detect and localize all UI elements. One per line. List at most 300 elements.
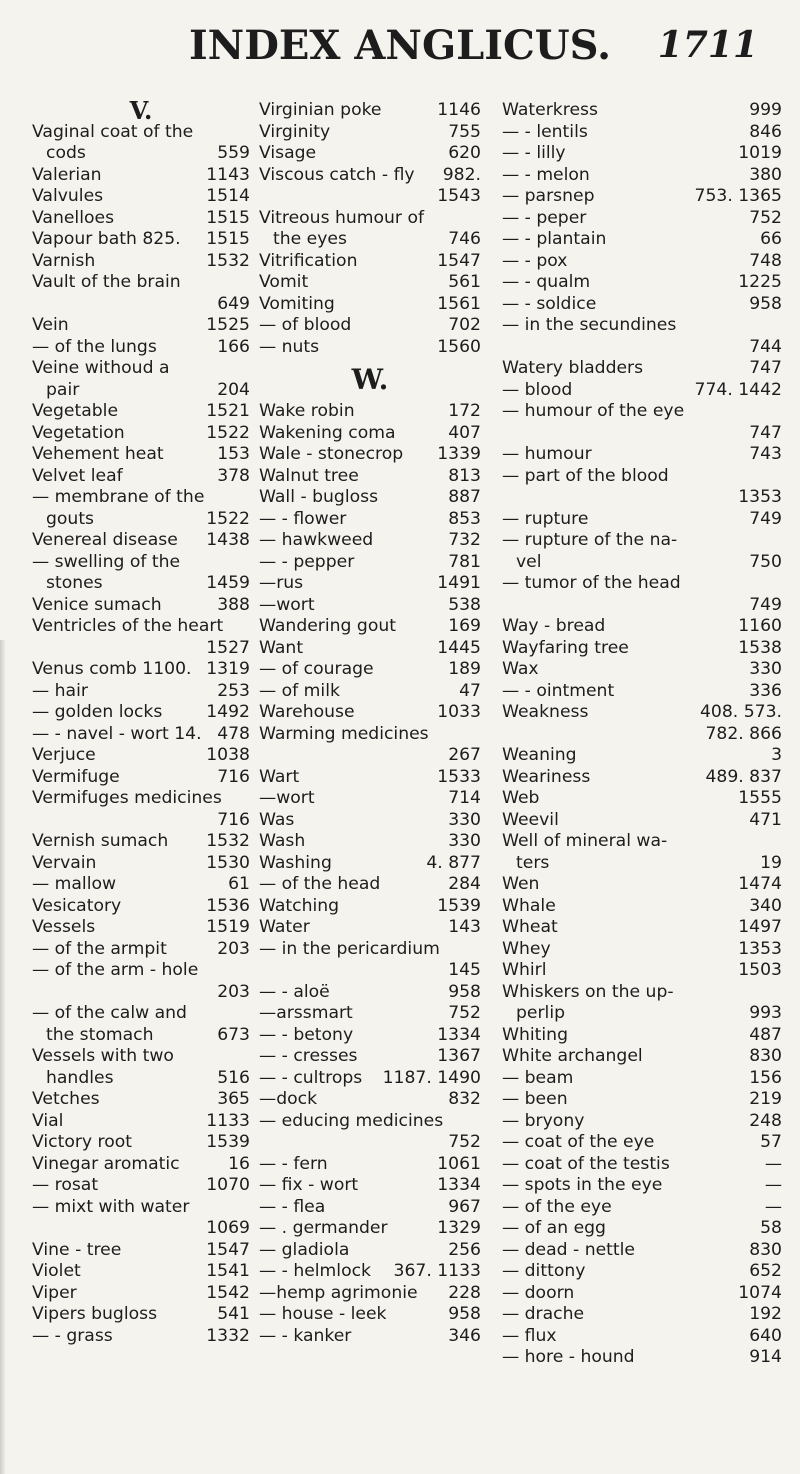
index-entry bbox=[32, 165, 250, 187]
index-entry bbox=[32, 122, 250, 144]
entry-term: Wash bbox=[259, 831, 306, 851]
index-entry bbox=[32, 1046, 250, 1068]
entry-term: — tumor of the head bbox=[502, 573, 681, 593]
index-entry bbox=[32, 487, 250, 509]
entry-page-ref: 66 bbox=[760, 229, 782, 249]
entry-term: cods bbox=[46, 143, 86, 163]
entry-page-ref: — bbox=[764, 1175, 782, 1195]
index-entry bbox=[259, 1046, 481, 1068]
index-entry bbox=[32, 960, 250, 982]
entry-term: — of blood bbox=[259, 315, 352, 335]
entry-page-ref: 1515 bbox=[206, 207, 250, 228]
index-entry bbox=[502, 1283, 782, 1305]
entry-term: Vein bbox=[32, 315, 69, 335]
entry-term: — fix - wort bbox=[259, 1175, 359, 1195]
index-entry bbox=[502, 939, 782, 961]
entry-term: — - flower bbox=[259, 508, 347, 529]
entry-page-ref: 1503 bbox=[738, 960, 782, 980]
entry-page-ref: 750 bbox=[749, 551, 782, 572]
entry-page-ref: 1133 bbox=[206, 1110, 250, 1131]
index-entry bbox=[259, 100, 481, 122]
entry-term: Veine withoud a bbox=[32, 358, 170, 378]
entry-term: Walnut tree bbox=[259, 465, 359, 486]
index-entry bbox=[259, 272, 481, 294]
index-entry bbox=[32, 616, 250, 638]
entry-page-ref: 4. 877 bbox=[426, 852, 481, 873]
entry-page-ref: 1533 bbox=[437, 766, 481, 787]
index-entry bbox=[32, 939, 250, 961]
entry-term: Vaginal coat of the bbox=[32, 121, 194, 142]
entry-term: — rupture bbox=[502, 508, 589, 529]
index-entry bbox=[32, 595, 250, 617]
entry-term: Way - bread bbox=[502, 616, 606, 636]
entry-page-ref: 748 bbox=[749, 250, 782, 271]
entry-term: — mixt with water bbox=[32, 1196, 190, 1217]
entry-page-ref: 253 bbox=[217, 680, 250, 701]
entry-page-ref: 752 bbox=[448, 1003, 481, 1023]
index-entry bbox=[502, 1089, 782, 1111]
index-entry bbox=[502, 1175, 782, 1197]
entry-term: — doorn bbox=[502, 1282, 575, 1303]
index-entry-continuation bbox=[502, 487, 782, 509]
entry-term: — of an egg bbox=[502, 1218, 606, 1238]
entry-page-ref: 830 bbox=[749, 1239, 782, 1260]
entry-term: Valerian bbox=[32, 164, 102, 185]
index-entry bbox=[259, 1003, 481, 1025]
entry-page-ref: 19 bbox=[760, 852, 782, 873]
index-entry bbox=[32, 358, 250, 380]
index-entry bbox=[259, 982, 481, 1004]
entry-term: Want bbox=[259, 637, 304, 658]
entry-page-ref: 993 bbox=[749, 1003, 782, 1023]
entry-term: — beam bbox=[502, 1067, 574, 1088]
entry-term: — - pepper bbox=[259, 551, 355, 572]
entry-page-ref: 204 bbox=[217, 379, 250, 400]
entry-term: — of milk bbox=[259, 680, 340, 701]
entry-term: Vermifuges medicines bbox=[32, 788, 222, 808]
entry-term: — - navel - wort 14. bbox=[32, 723, 202, 744]
entry-term: — flux bbox=[502, 1325, 557, 1346]
entry-term: — - grass bbox=[32, 1325, 113, 1346]
entry-term: — blood bbox=[502, 379, 573, 400]
index-entry bbox=[259, 681, 481, 703]
index-entry bbox=[502, 1347, 782, 1369]
entry-page-ref: 1532 bbox=[206, 250, 250, 271]
entry-term: — - pox bbox=[502, 250, 568, 271]
entry-term: Was bbox=[259, 809, 295, 830]
entry-term: Weevil bbox=[502, 809, 559, 830]
entry-page-ref: 1339 bbox=[437, 444, 481, 464]
index-entry bbox=[502, 638, 782, 660]
entry-term: Wake robin bbox=[259, 401, 355, 421]
index-entry bbox=[259, 315, 481, 337]
entry-page-ref: 649 bbox=[217, 293, 250, 314]
index-entry bbox=[259, 1025, 481, 1047]
entry-page-ref: 982. bbox=[442, 164, 481, 185]
index-entry bbox=[32, 767, 250, 789]
index-entry bbox=[32, 530, 250, 552]
entry-page-ref: 1547 bbox=[206, 1239, 250, 1260]
entry-page-ref: 192 bbox=[749, 1304, 782, 1324]
index-entry-continuation bbox=[259, 186, 481, 208]
index-entry bbox=[502, 1326, 782, 1348]
entry-page-ref: 1536 bbox=[206, 895, 250, 916]
index-entry bbox=[259, 595, 481, 617]
running-head-title: INDEX ANGLICUS. bbox=[188, 22, 612, 69]
entry-page-ref: 716 bbox=[217, 809, 250, 830]
entry-term: — of the arm - hole bbox=[32, 960, 199, 980]
entry-term: — - qualm bbox=[502, 272, 591, 292]
entry-page-ref: 774. 1442 bbox=[694, 379, 782, 400]
entry-page-ref: 1367 bbox=[437, 1046, 481, 1066]
entry-term: Virginity bbox=[259, 121, 331, 142]
entry-page-ref: 967 bbox=[448, 1196, 481, 1217]
index-entry bbox=[502, 122, 782, 144]
index-entry bbox=[502, 444, 782, 466]
entry-term: — - aloë bbox=[259, 981, 330, 1002]
index-entry-continuation bbox=[259, 745, 481, 767]
index-entry bbox=[32, 1283, 250, 1305]
entry-term: Virginian poke bbox=[259, 100, 382, 120]
entry-page-ref: 1474 bbox=[738, 874, 782, 894]
entry-page-ref: 744 bbox=[749, 336, 782, 357]
entry-term: — humour bbox=[502, 444, 592, 464]
entry-page-ref: 489. 837 bbox=[705, 766, 782, 787]
index-entry bbox=[502, 831, 782, 853]
index-entry bbox=[502, 294, 782, 316]
entry-term: — spots in the eye bbox=[502, 1175, 663, 1195]
index-entry bbox=[502, 1218, 782, 1240]
page-edge-shadow bbox=[0, 640, 6, 1474]
entry-term: Vetches bbox=[32, 1089, 100, 1109]
entry-page-ref: 1542 bbox=[206, 1282, 250, 1303]
entry-page-ref: 1319 bbox=[206, 659, 250, 679]
entry-page-ref: 1187. 1490 bbox=[382, 1067, 481, 1088]
entry-page-ref: 541 bbox=[217, 1304, 250, 1324]
index-column-1 bbox=[32, 96, 250, 1347]
index-entry bbox=[32, 444, 250, 466]
entry-page-ref: 219 bbox=[749, 1089, 782, 1109]
entry-page-ref: 516 bbox=[217, 1067, 250, 1088]
entry-page-ref: 782. 866 bbox=[705, 723, 782, 744]
entry-page-ref: 1070 bbox=[206, 1175, 250, 1195]
entry-page-ref: 478 bbox=[217, 723, 250, 744]
entry-page-ref: 1522 bbox=[206, 508, 250, 529]
index-entry-continuation bbox=[32, 380, 250, 402]
entry-term: pair bbox=[46, 379, 80, 400]
entry-term: —wort bbox=[259, 594, 315, 615]
entry-term: Valvules bbox=[32, 186, 104, 206]
entry-page-ref: 830 bbox=[749, 1046, 782, 1066]
entry-page-ref: 853 bbox=[448, 508, 481, 529]
entry-page-ref: 1019 bbox=[738, 143, 782, 163]
entry-term: Watery bladders bbox=[502, 358, 644, 378]
entry-page-ref: 380 bbox=[749, 164, 782, 185]
index-entry bbox=[502, 186, 782, 208]
entry-term: Velvet leaf bbox=[32, 465, 123, 486]
entry-page-ref: 1334 bbox=[437, 1175, 481, 1195]
index-entry bbox=[259, 896, 481, 918]
index-entry bbox=[32, 272, 250, 294]
entry-page-ref: 999 bbox=[749, 100, 782, 120]
index-entry-continuation bbox=[32, 982, 250, 1004]
index-entry bbox=[502, 1068, 782, 1090]
entry-term: Whiting bbox=[502, 1024, 568, 1045]
entry-page-ref: 1543 bbox=[437, 186, 481, 206]
entry-term: — - kanker bbox=[259, 1325, 352, 1346]
entry-term: —hemp agrimonie bbox=[259, 1282, 418, 1303]
entry-term: — of the head bbox=[259, 874, 381, 894]
index-entry-continuation bbox=[502, 853, 782, 875]
entry-term: Warming medicines bbox=[259, 723, 429, 744]
entry-term: gouts bbox=[46, 508, 95, 529]
index-entry bbox=[502, 165, 782, 187]
entry-page-ref: 1329 bbox=[437, 1218, 481, 1238]
index-entry bbox=[502, 1240, 782, 1262]
entry-term: — - fern bbox=[259, 1153, 328, 1174]
index-entry bbox=[32, 788, 250, 810]
entry-term: the stomach bbox=[46, 1024, 154, 1045]
entry-page-ref: 487 bbox=[749, 1024, 782, 1045]
entry-term: — in the secundines bbox=[502, 315, 677, 335]
section-letter: W. bbox=[351, 363, 389, 396]
entry-term: Web bbox=[502, 788, 540, 808]
entry-page-ref: 1143 bbox=[206, 164, 250, 185]
index-entry bbox=[259, 208, 481, 230]
index-entry-continuation bbox=[32, 294, 250, 316]
entry-term: Wen bbox=[502, 874, 540, 894]
entry-term: — - flea bbox=[259, 1196, 326, 1217]
entry-page-ref: 1530 bbox=[206, 852, 250, 873]
entry-page-ref: 1541 bbox=[206, 1261, 250, 1281]
index-entry bbox=[32, 552, 250, 574]
entry-term: — golden locks bbox=[32, 702, 163, 722]
index-entry bbox=[259, 1175, 481, 1197]
entry-page-ref: 1492 bbox=[206, 702, 250, 722]
entry-page-ref: 1160 bbox=[738, 616, 782, 636]
entry-page-ref: 330 bbox=[448, 809, 481, 830]
index-entry bbox=[502, 358, 782, 380]
entry-term: — nuts bbox=[259, 336, 320, 357]
index-entry bbox=[32, 681, 250, 703]
entry-page-ref: 958 bbox=[749, 293, 782, 314]
entry-page-ref: 256 bbox=[448, 1239, 481, 1260]
entry-page-ref: 203 bbox=[217, 981, 250, 1002]
entry-page-ref: 1069 bbox=[206, 1218, 250, 1238]
index-column-2 bbox=[259, 100, 481, 1347]
entry-term: Vault of the brain bbox=[32, 272, 181, 292]
index-entry bbox=[502, 466, 782, 488]
index-entry bbox=[502, 1025, 782, 1047]
entry-page-ref: 1353 bbox=[738, 487, 782, 507]
entry-term: Viper bbox=[32, 1282, 77, 1303]
entry-page-ref: 702 bbox=[448, 315, 481, 335]
entry-page-ref: 1038 bbox=[206, 745, 250, 765]
index-entry bbox=[32, 831, 250, 853]
index-entry bbox=[259, 251, 481, 273]
entry-term: — parsnep bbox=[502, 186, 595, 206]
index-entry bbox=[259, 337, 481, 359]
entry-page-ref: 1547 bbox=[437, 250, 481, 271]
entry-term: — swelling of the bbox=[32, 551, 181, 572]
entry-page-ref: 1560 bbox=[437, 336, 481, 357]
entry-page-ref: 1525 bbox=[206, 315, 250, 335]
entry-term: Wart bbox=[259, 766, 300, 787]
index-entry bbox=[259, 831, 481, 853]
entry-page-ref: 1459 bbox=[206, 573, 250, 593]
index-entry-continuation bbox=[259, 960, 481, 982]
index-entry bbox=[502, 659, 782, 681]
entry-term: Violet bbox=[32, 1261, 81, 1281]
index-entry bbox=[32, 1197, 250, 1219]
entry-page-ref: 330 bbox=[448, 831, 481, 851]
entry-page-ref: 388 bbox=[217, 594, 250, 615]
entry-page-ref: 203 bbox=[217, 938, 250, 959]
entry-term: — drache bbox=[502, 1304, 585, 1324]
entry-term: Vine - tree bbox=[32, 1239, 122, 1260]
entry-term: — hair bbox=[32, 680, 88, 701]
entry-term: Vesicatory bbox=[32, 895, 122, 916]
entry-page-ref: 340 bbox=[749, 895, 782, 916]
entry-term: Vitreous humour of bbox=[259, 207, 425, 228]
entry-term: Visage bbox=[259, 143, 317, 163]
index-entry bbox=[259, 853, 481, 875]
section-letter: V. bbox=[129, 96, 153, 125]
entry-page-ref: 166 bbox=[217, 336, 250, 357]
index-entry bbox=[32, 1089, 250, 1111]
entry-term: Weariness bbox=[502, 766, 591, 787]
entry-term: Wall - bugloss bbox=[259, 487, 379, 507]
entry-term: White archangel bbox=[502, 1046, 643, 1066]
entry-page-ref: 958 bbox=[448, 1304, 481, 1324]
entry-page-ref: 732 bbox=[448, 530, 481, 550]
index-entry bbox=[32, 702, 250, 724]
entry-page-ref: 1074 bbox=[738, 1282, 782, 1303]
entry-term: Whirl bbox=[502, 960, 547, 980]
index-entry bbox=[259, 917, 481, 939]
index-entry bbox=[259, 659, 481, 681]
index-entry bbox=[259, 552, 481, 574]
entry-page-ref: 1561 bbox=[437, 293, 481, 314]
entry-page-ref: 58 bbox=[760, 1218, 782, 1238]
index-entry bbox=[32, 1240, 250, 1262]
entry-page-ref: 846 bbox=[749, 121, 782, 142]
entry-term: Viscous catch - fly bbox=[259, 164, 415, 185]
index-entry bbox=[259, 1111, 481, 1133]
index-entry bbox=[502, 896, 782, 918]
index-entry bbox=[32, 1326, 250, 1348]
entry-page-ref: 1146 bbox=[437, 100, 481, 120]
index-entry bbox=[259, 788, 481, 810]
entry-page-ref: 673 bbox=[217, 1024, 250, 1045]
entry-page-ref: 1445 bbox=[437, 637, 481, 658]
index-entry bbox=[502, 100, 782, 122]
entry-page-ref: 958 bbox=[448, 981, 481, 1002]
entry-term: Washing bbox=[259, 852, 332, 873]
entry-term: ters bbox=[516, 852, 550, 873]
entry-term: — - soldice bbox=[502, 293, 597, 314]
entry-term: — bryony bbox=[502, 1110, 585, 1131]
entry-term: Venus comb 1100. bbox=[32, 659, 192, 679]
index-entry bbox=[32, 724, 250, 746]
index-entry bbox=[259, 1154, 481, 1176]
entry-term: Vial bbox=[32, 1110, 64, 1131]
entry-term: the eyes bbox=[273, 229, 347, 249]
entry-term: — - plantain bbox=[502, 229, 607, 249]
entry-term: Vitrification bbox=[259, 250, 358, 271]
entry-page-ref: 652 bbox=[749, 1261, 782, 1281]
index-entry bbox=[32, 1175, 250, 1197]
index-entry bbox=[32, 1261, 250, 1283]
entry-page-ref: 156 bbox=[749, 1067, 782, 1088]
index-entry bbox=[32, 466, 250, 488]
entry-page-ref: 172 bbox=[448, 401, 481, 421]
index-entry bbox=[259, 401, 481, 423]
entry-term: — part of the blood bbox=[502, 465, 669, 486]
entry-page-ref: 378 bbox=[217, 465, 250, 486]
entry-page-ref: 1491 bbox=[437, 573, 481, 593]
entry-page-ref: 169 bbox=[448, 616, 481, 636]
entry-page-ref: 1521 bbox=[206, 401, 250, 421]
index-entry bbox=[502, 788, 782, 810]
index-entry-continuation bbox=[502, 595, 782, 617]
entry-term: Watching bbox=[259, 895, 340, 916]
entry-term: — rosat bbox=[32, 1175, 99, 1195]
entry-term: — - lilly bbox=[502, 143, 566, 163]
entry-term: — . germander bbox=[259, 1218, 388, 1238]
entry-page-ref: 813 bbox=[448, 465, 481, 486]
entry-term: — - helmlock bbox=[259, 1261, 371, 1281]
entry-page-ref: 16 bbox=[228, 1153, 250, 1174]
entry-term: Vessels with two bbox=[32, 1046, 174, 1066]
entry-page-ref: 346 bbox=[448, 1325, 481, 1346]
entry-page-ref: 1061 bbox=[437, 1153, 481, 1174]
index-entry bbox=[502, 616, 782, 638]
entry-page-ref: 336 bbox=[749, 680, 782, 701]
index-entry bbox=[259, 1068, 481, 1090]
entry-page-ref: 887 bbox=[448, 487, 481, 507]
entry-page-ref: 61 bbox=[228, 874, 250, 894]
entry-term: — rupture of the na- bbox=[502, 530, 678, 550]
entry-term: Vegetable bbox=[32, 401, 119, 421]
entry-term: — dittony bbox=[502, 1261, 586, 1281]
entry-page-ref: 781 bbox=[448, 551, 481, 572]
entry-page-ref: 559 bbox=[217, 143, 250, 163]
entry-page-ref: 640 bbox=[749, 1325, 782, 1346]
index-entry-continuation bbox=[32, 638, 250, 660]
entry-term: Venereal disease bbox=[32, 530, 178, 550]
entry-page-ref: 914 bbox=[749, 1347, 782, 1367]
index-entry bbox=[259, 1261, 481, 1283]
entry-page-ref: 743 bbox=[749, 444, 782, 464]
index-entry-continuation bbox=[32, 573, 250, 595]
entry-term: —dock bbox=[259, 1089, 318, 1109]
entry-page-ref: 1334 bbox=[437, 1024, 481, 1045]
entry-term: Venice sumach bbox=[32, 594, 162, 615]
entry-page-ref: 57 bbox=[760, 1132, 782, 1152]
index-entry-continuation bbox=[32, 1025, 250, 1047]
entry-term: — gladiola bbox=[259, 1239, 350, 1260]
index-entry bbox=[502, 681, 782, 703]
index-entry bbox=[32, 853, 250, 875]
index-entry bbox=[502, 143, 782, 165]
index-entry bbox=[502, 315, 782, 337]
index-entry bbox=[502, 573, 782, 595]
index-column-3 bbox=[502, 100, 782, 1369]
entry-page-ref: 714 bbox=[448, 788, 481, 808]
entry-page-ref: 747 bbox=[749, 422, 782, 443]
index-entry bbox=[259, 1304, 481, 1326]
